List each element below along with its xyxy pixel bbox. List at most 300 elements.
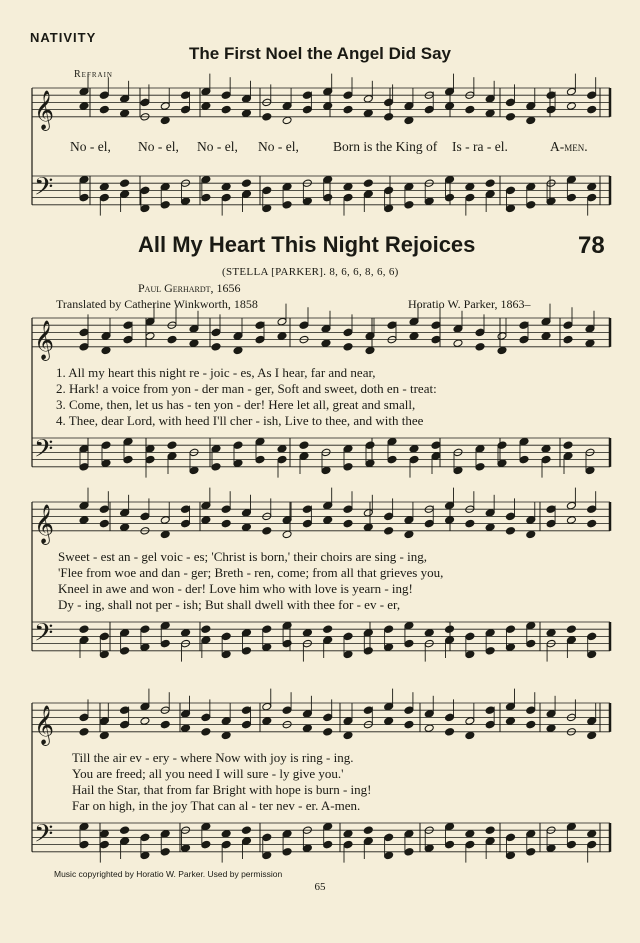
note-head [404,706,414,715]
note-head [262,702,272,711]
note-head [566,87,576,96]
note-head [465,105,475,114]
lyric-word: No - el, [70,139,111,154]
note-head [262,625,272,634]
verse-line: Kneel in awe and won - der! Love him who with love is yearn - ing! [58,581,413,596]
page-number: 65 [314,881,326,893]
note-head [241,523,251,532]
copyright-footnote: Music copyrighted by Horatio W. Parker. Used by permission [54,869,283,879]
note-head [566,516,576,525]
note-head [201,636,211,645]
note-head [453,339,463,348]
note-head [431,452,441,461]
translator: Translated by Catherine Winkworth, 1858 [56,297,258,311]
note-head [485,647,495,656]
note-head [505,702,515,711]
note-head [505,527,515,536]
note-head [409,445,419,454]
note-head [404,116,414,125]
note-head [343,105,353,114]
note-head [221,840,231,849]
note-head [302,505,312,514]
note-head [526,639,536,648]
note-head [563,452,573,461]
note-head [302,710,312,719]
note-head [282,830,292,839]
note-head [505,717,515,726]
note-head [241,109,251,118]
note-head [404,183,414,192]
note-head [282,201,292,210]
note-head [343,91,353,100]
note-head [384,851,394,860]
note-head [101,459,111,468]
note-head [140,625,150,634]
note-head [145,455,155,464]
note-head [485,190,495,199]
note-head [384,702,394,711]
note-head [99,519,109,528]
note-head [365,441,375,450]
note-head [465,840,475,849]
note-head [241,509,251,518]
note-head [445,175,455,184]
note-head [277,445,287,454]
note-head [79,516,89,525]
note-head [241,629,251,638]
note-head [262,851,272,860]
note-head [384,643,394,652]
note-head [181,197,191,206]
note-head [211,343,221,352]
note-head [99,650,109,659]
note-head [323,516,333,525]
note-head [409,317,419,326]
note-head [282,621,292,630]
note-head [262,527,272,536]
note-head [160,201,170,210]
note-head [587,193,597,202]
note-head [343,463,353,472]
note-head [160,720,170,729]
note-head [189,339,199,348]
note-head [384,512,394,521]
note-head [546,105,556,114]
note-head [445,516,455,525]
lyric-word: No - el, [258,139,299,154]
section-tag: NATIVITY [30,30,97,45]
note-head [445,636,455,645]
note-head [99,840,109,849]
lyric-word: No - el, [138,139,179,154]
note-head [541,455,551,464]
note-head [262,204,272,213]
note-head [201,713,211,722]
note-head [181,629,191,638]
note-head [475,343,485,352]
note-head [587,91,597,100]
note-head [321,325,331,334]
note-head [526,201,536,210]
note-head [485,179,495,188]
note-head [181,519,191,528]
note-head [120,179,130,188]
note-head [541,317,551,326]
note-head [79,343,89,352]
note-head [140,833,150,842]
note-head [343,632,353,641]
note-head [409,332,419,341]
lyric-word: No - el, [197,139,238,154]
note-head [363,190,373,199]
note-head [475,328,485,337]
note-head [211,328,221,337]
note-head [465,650,475,659]
note-head [526,530,536,539]
note-head [323,193,333,202]
note-head [99,632,109,641]
note-head [140,717,150,726]
note-head [546,844,556,853]
note-head [282,183,292,192]
note-head [526,116,536,125]
note-head [211,445,221,454]
note-head [445,102,455,111]
note-head [241,826,251,835]
note-head [221,105,231,114]
note-head [485,706,495,715]
note-head [387,321,397,330]
note-head [233,332,243,341]
note-head [302,519,312,528]
note-head [181,105,191,114]
note-head [201,840,211,849]
note-head [485,837,495,846]
note-head [546,629,556,638]
note-head [201,175,211,184]
lyric-word: Is - ra - el. [452,139,508,154]
verse-line: 4. Thee, dear Lord, with heed I'll cher - ish, Live to thee, and with thee [56,413,424,428]
author: Paul Gerhardt, 1656 [138,281,241,295]
note-head [424,197,434,206]
note-head [566,840,576,849]
note-head [505,204,515,213]
note-head [120,95,130,104]
note-head [211,463,221,472]
note-head [79,840,89,849]
note-head [140,204,150,213]
note-head [160,102,170,111]
note-head [241,179,251,188]
note-head [323,728,333,737]
note-head [323,625,333,634]
note-head [465,183,475,192]
note-head [363,95,373,104]
note-head [145,332,155,341]
note-head [120,190,130,199]
note-head [566,193,576,202]
note-head [167,335,177,344]
note-head [526,830,536,839]
note-head [221,519,231,528]
note-head [585,466,595,475]
note-head [323,175,333,184]
note-head [519,437,529,446]
note-head [585,325,595,334]
note-head [241,720,251,729]
note-head [566,175,576,184]
note-head [160,621,170,630]
note-head [424,105,434,114]
note-head [409,455,419,464]
clef: 𝄢 [34,434,54,470]
note-head [201,501,211,510]
note-head [343,731,353,740]
note-head [404,639,414,648]
note-head [302,91,312,100]
note-head [233,441,243,450]
note-head [505,512,515,521]
note-head [424,710,434,719]
note-head [255,455,265,464]
note-head [181,505,191,514]
verse-line: 1. All my heart this night re - joic - es, As I hear, far and near, [56,365,376,380]
note-head [453,325,463,334]
note-head [120,509,130,518]
note-head [505,625,515,634]
note-head [233,346,243,355]
note-head [160,639,170,648]
note-head [475,463,485,472]
note-head [79,728,89,737]
note-head [99,505,109,514]
note-head [563,321,573,330]
note-head [453,466,463,475]
note-head [519,335,529,344]
note-head [277,332,287,341]
note-head [363,706,373,715]
note-head [302,844,312,853]
note-head [587,840,597,849]
note-head [363,109,373,118]
note-head [384,625,394,634]
note-head [323,840,333,849]
note-head [123,437,133,446]
note-head [255,437,265,446]
note-head [221,830,231,839]
note-head [384,833,394,842]
note-head [221,717,231,726]
note-head [323,87,333,96]
note-head [299,321,309,330]
note-head [365,332,375,341]
note-head [363,179,373,188]
note-head [587,105,597,114]
note-head [241,647,251,656]
note-head [445,728,455,737]
note-head [365,346,375,355]
lyric-amen: A-men. [550,139,588,154]
note-head [519,455,529,464]
note-head [445,625,455,634]
note-head [445,840,455,849]
note-head [262,113,272,122]
note-head [160,516,170,525]
note-head [585,339,595,348]
note-head [79,636,89,645]
note-head [465,830,475,839]
note-head [181,710,191,719]
hymn2-title: All My Heart This Night Rejoices [138,232,476,257]
note-head [255,335,265,344]
note-head [101,346,111,355]
note-head [160,530,170,539]
note-head [384,204,394,213]
note-head [302,724,312,733]
note-head [181,91,191,100]
note-head [546,505,556,514]
note-head [526,183,536,192]
note-head [201,102,211,111]
note-head [343,193,353,202]
note-head [79,175,89,184]
note-head [282,516,292,525]
note-head [587,632,597,641]
note-head [323,822,333,831]
note-head [445,713,455,722]
note-head [123,455,133,464]
note-head [323,501,333,510]
verse-line: 2. Hark! a voice from yon - der man - ger, Soft and sweet, doth en - treat: [56,381,437,396]
note-head [145,317,155,326]
note-head [546,710,556,719]
note-head [587,519,597,528]
note-head [563,335,573,344]
note-head [541,445,551,454]
note-head [424,519,434,528]
note-head [79,625,89,634]
note-head [120,647,130,656]
note-head [140,643,150,652]
note-head [120,629,130,638]
note-head [99,717,109,726]
verse-line: Far on high, in the joy That can al - ter nev - er. A-men. [72,798,361,813]
note-head [587,717,597,726]
note-head [99,830,109,839]
note-head [541,332,551,341]
note-head [101,332,111,341]
note-head [79,87,89,96]
note-head [404,516,414,525]
note-head [505,113,515,122]
note-head [404,201,414,210]
note-head [140,851,150,860]
note-head [302,197,312,206]
note-head [101,441,111,450]
note-head [282,116,292,125]
note-head [323,636,333,645]
note-head [566,822,576,831]
note-head [201,822,211,831]
note-head [120,109,130,118]
note-head [343,830,353,839]
note-head [404,830,414,839]
note-head [384,98,394,107]
note-head [465,193,475,202]
clef: 𝄢 [34,172,54,208]
hymn-number: 78 [578,232,605,259]
note-head [587,183,597,192]
note-head [497,459,507,468]
note-head [167,452,177,461]
note-head [566,102,576,111]
note-head [546,519,556,528]
note-head [384,527,394,536]
note-head [323,713,333,722]
note-head [363,523,373,532]
note-head [99,105,109,114]
note-head [99,91,109,100]
note-head [497,441,507,450]
refrain-label: Refrain [74,69,113,80]
note-head [79,501,89,510]
note-head [424,844,434,853]
note-head [221,650,231,659]
note-head [519,321,529,330]
clef: 𝄞 [34,503,55,544]
note-head [123,335,133,344]
note-head [563,441,573,450]
clef: 𝄞 [34,704,55,745]
note-head [160,183,170,192]
note-head [201,625,211,634]
verse-line: 'Flee from woe and dan - ger; Breth - ren, come; from all that grieves you, [58,565,444,580]
clef: 𝄢 [34,819,54,855]
note-head [189,466,199,475]
note-head [384,717,394,726]
note-head [277,455,287,464]
note-head [363,647,373,656]
note-head [120,837,130,846]
note-head [546,724,556,733]
note-head [79,102,89,111]
note-head [526,720,536,729]
note-head [485,826,495,835]
note-head [167,441,177,450]
note-head [497,346,507,355]
note-head [445,87,455,96]
note-head [485,720,495,729]
note-head [384,113,394,122]
note-head [201,193,211,202]
note-head [79,822,89,831]
verse-line: Sweet - est an - gel voic - es; 'Christ is born,' their choirs are sing - ing, [58,549,427,564]
note-head [79,463,89,472]
note-head [277,317,287,326]
note-head [526,848,536,857]
note-head [99,183,109,192]
note-head [404,102,414,111]
note-head [566,636,576,645]
note-head [566,501,576,510]
note-head [424,724,434,733]
note-head [262,717,272,726]
note-head [201,87,211,96]
note-head [343,505,353,514]
note-head [343,183,353,192]
note-head [587,731,597,740]
note-head [140,186,150,195]
